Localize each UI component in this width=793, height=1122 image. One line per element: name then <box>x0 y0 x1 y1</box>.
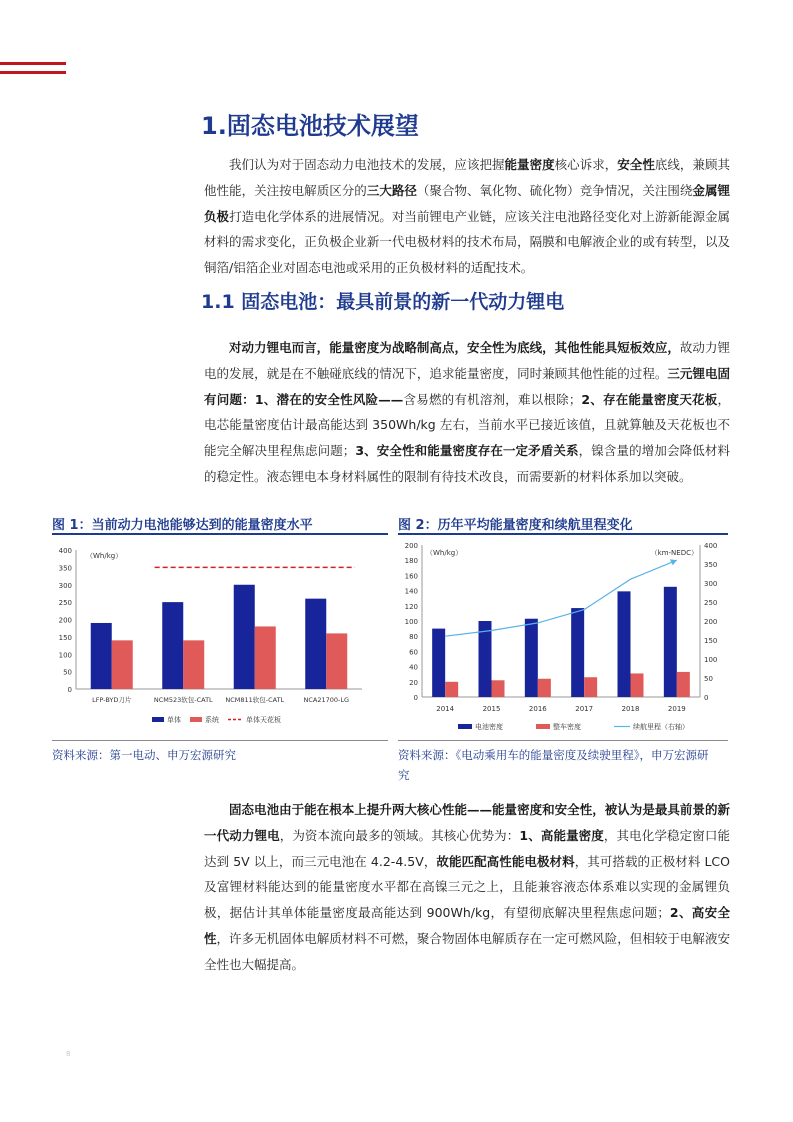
bar-电池密度 <box>664 587 677 697</box>
y2-axis-label: （km-NEDC） <box>650 549 698 557</box>
x-tick-label: NCM811软包-CATL <box>225 696 285 704</box>
legend-swatch <box>190 717 202 722</box>
y-tick-label: 200 <box>404 542 418 550</box>
y2-tick-label: 50 <box>704 675 713 683</box>
page-number: 8 <box>66 1050 71 1058</box>
y-tick-label: 80 <box>409 633 418 642</box>
figure2-rule <box>398 533 728 535</box>
x-tick-label: 2015 <box>482 705 501 713</box>
figure1-rule <box>52 533 388 535</box>
y-tick-label: 100 <box>404 618 418 626</box>
section-title: 1.固态电池技术展望 <box>201 112 419 140</box>
x-tick-label: 2016 <box>528 705 547 713</box>
y-tick-label: 50 <box>63 668 72 677</box>
legend-swatch <box>152 717 164 722</box>
y2-tick-label: 200 <box>704 618 718 626</box>
x-tick-label: 2017 <box>575 705 594 713</box>
bar-电池密度 <box>571 608 584 697</box>
y2-tick-label: 0 <box>704 694 709 702</box>
y2-tick-label: 350 <box>704 561 718 569</box>
y-tick-label: 120 <box>404 602 418 611</box>
legend-label: 整车密度 <box>553 723 581 731</box>
y-tick-label: 250 <box>58 599 72 608</box>
bar-整车密度 <box>677 672 690 697</box>
figure2-source: 资料来源：《电动乘用车的能量密度及续驶里程》，申万宏源研究 <box>398 748 709 782</box>
header-rule-bottom <box>0 71 66 74</box>
y2-tick-label: 250 <box>704 599 718 607</box>
bar-电池密度 <box>618 591 631 697</box>
y-tick-label: 140 <box>404 587 418 596</box>
y-tick-label: 60 <box>409 648 418 657</box>
x-tick-label: 2014 <box>436 705 455 713</box>
bar-单体 <box>91 623 112 689</box>
y-tick-label: 0 <box>413 694 418 702</box>
y-tick-label: 350 <box>58 564 72 573</box>
body-paragraph-1: 对动力锂电而言，能量密度为战略制高点，安全性为底线，其他性能具短板效应，故动力锂电的发展，就是在不触碰底线的情况下，追求能量密度，同时兼顾其他性能的过程。三元锂电固有问题：1、潜在的安全性风险——含易燃的有机溶剂，难以根除；2、存在能量密度天花板，电芯能量密度估计最高能达到 350Wh/kg 左右，当前水平已接近该值，且就算触及天花板也不能完全解决里程焦虑问题；3、安全性和能量密度存在一定矛盾关系，镍含量的增加会降低材料的稳定性。液态锂电本身材料属性的限制有待技术改良，而需要新的材料体系加以突破。 <box>204 340 730 484</box>
x-tick-label: NCM523软包-CATL <box>153 696 213 704</box>
bar-电池密度 <box>525 619 538 697</box>
bar-系统 <box>255 626 276 689</box>
y2-tick-label: 400 <box>704 542 718 550</box>
y-tick-label: 40 <box>409 663 418 672</box>
legend-label: 系统 <box>205 716 219 724</box>
x-tick-label: NCA21700-LG <box>303 696 350 704</box>
bar-单体 <box>162 602 183 689</box>
header-rule-top <box>0 62 66 65</box>
legend-label: 单体 <box>167 716 181 724</box>
legend-label: 单体天花板 <box>246 716 281 724</box>
y2-tick-label: 150 <box>704 637 718 645</box>
y-axis-label: （Wh/kg） <box>426 549 463 557</box>
y-tick-label: 20 <box>409 678 418 687</box>
body-paragraph-2: 固态电池由于能在根本上提升两大核心性能——能量密度和安全性，被认为是最具前景的新一代动力锂电，为资本流向最多的领域。其核心优势为：1、高能量密度，其电化学稳定窗口能达到 5V 以上，而三元电池在 4.2-4.5V，故能匹配高性能电极材料，其可搭载的正极材料 LCO 及富锂材料能达到的能量密度水平都在高镍三元之上，且能兼容液态体系难以实现的金属锂负极，据估计其单体能量密度最高能达到 900Wh/kg，有望彻底解决里程焦虑问题；2、高安全性，许多无机固体电解质材料不可燃，聚合物固体电解质存在一定可燃风险，但相较于电解液安全性也大幅提高。 <box>204 802 730 972</box>
bar-整车密度 <box>584 677 597 697</box>
bar-系统 <box>183 640 204 689</box>
y-tick-label: 150 <box>58 633 72 642</box>
bar-系统 <box>326 633 347 689</box>
bar-整车密度 <box>445 682 458 697</box>
x-tick-label: 2018 <box>621 705 640 713</box>
y-tick-label: 200 <box>58 616 72 625</box>
bar-系统 <box>112 640 133 689</box>
bar-单体 <box>305 599 326 689</box>
y2-tick-label: 300 <box>704 580 718 588</box>
y-tick-label: 400 <box>58 547 72 555</box>
bar-单体 <box>234 585 255 689</box>
bar-整车密度 <box>492 680 505 697</box>
y2-tick-label: 100 <box>704 656 718 664</box>
figure2-chart <box>398 538 728 738</box>
bar-电池密度 <box>432 629 445 697</box>
intro-paragraph: 我们认为对于固态动力电池技术的发展，应该把握能量密度核心诉求，安全性底线，兼顾其他性能，关注按电解质区分的三大路径（聚合物、氧化物、硫化物）竞争情况，关注围绕金属锂负极打造电化学体系的进展情况。对当前锂电产业链，应该关注电池路径变化对上游新能源金属材料的需求变化，正负极企业新一代电极材料的技术布局，隔膜和电解液企业的或有转型，以及铜箔/铝箔企业对固态电池或采用的正负极材料的适配技术。 <box>204 157 730 276</box>
legend-label: 续航里程（右轴） <box>633 723 689 731</box>
bar-整车密度 <box>631 673 644 697</box>
bar-整车密度 <box>538 679 551 697</box>
y-tick-label: 300 <box>58 581 72 590</box>
y-tick-label: 160 <box>404 572 418 581</box>
figure2-bottom-rule <box>398 740 728 741</box>
legend-swatch <box>458 724 472 729</box>
figure1-chart <box>52 538 388 738</box>
figure2-title: 图 2：历年平均能量密度和续航里程变化 <box>398 518 633 533</box>
subsection-title: 1.1 固态电池：最具前景的新一代动力锂电 <box>201 291 565 313</box>
figure1-source: 资料来源：第一电动、申万宏源研究 <box>52 748 236 762</box>
figure1-title: 图 1：当前动力电池能够达到的能量密度水平 <box>52 518 313 533</box>
figure1-bottom-rule <box>52 740 388 741</box>
y-tick-label: 0 <box>67 686 72 694</box>
legend-label: 电池密度 <box>475 723 503 731</box>
x-tick-label: 2019 <box>667 705 686 713</box>
legend-swatch <box>536 724 550 729</box>
x-tick-label: LFP-BYD刀片 <box>92 696 132 704</box>
y-axis-label: （Wh/kg） <box>86 552 123 560</box>
y-tick-label: 180 <box>404 557 418 566</box>
y-tick-label: 100 <box>58 651 72 660</box>
